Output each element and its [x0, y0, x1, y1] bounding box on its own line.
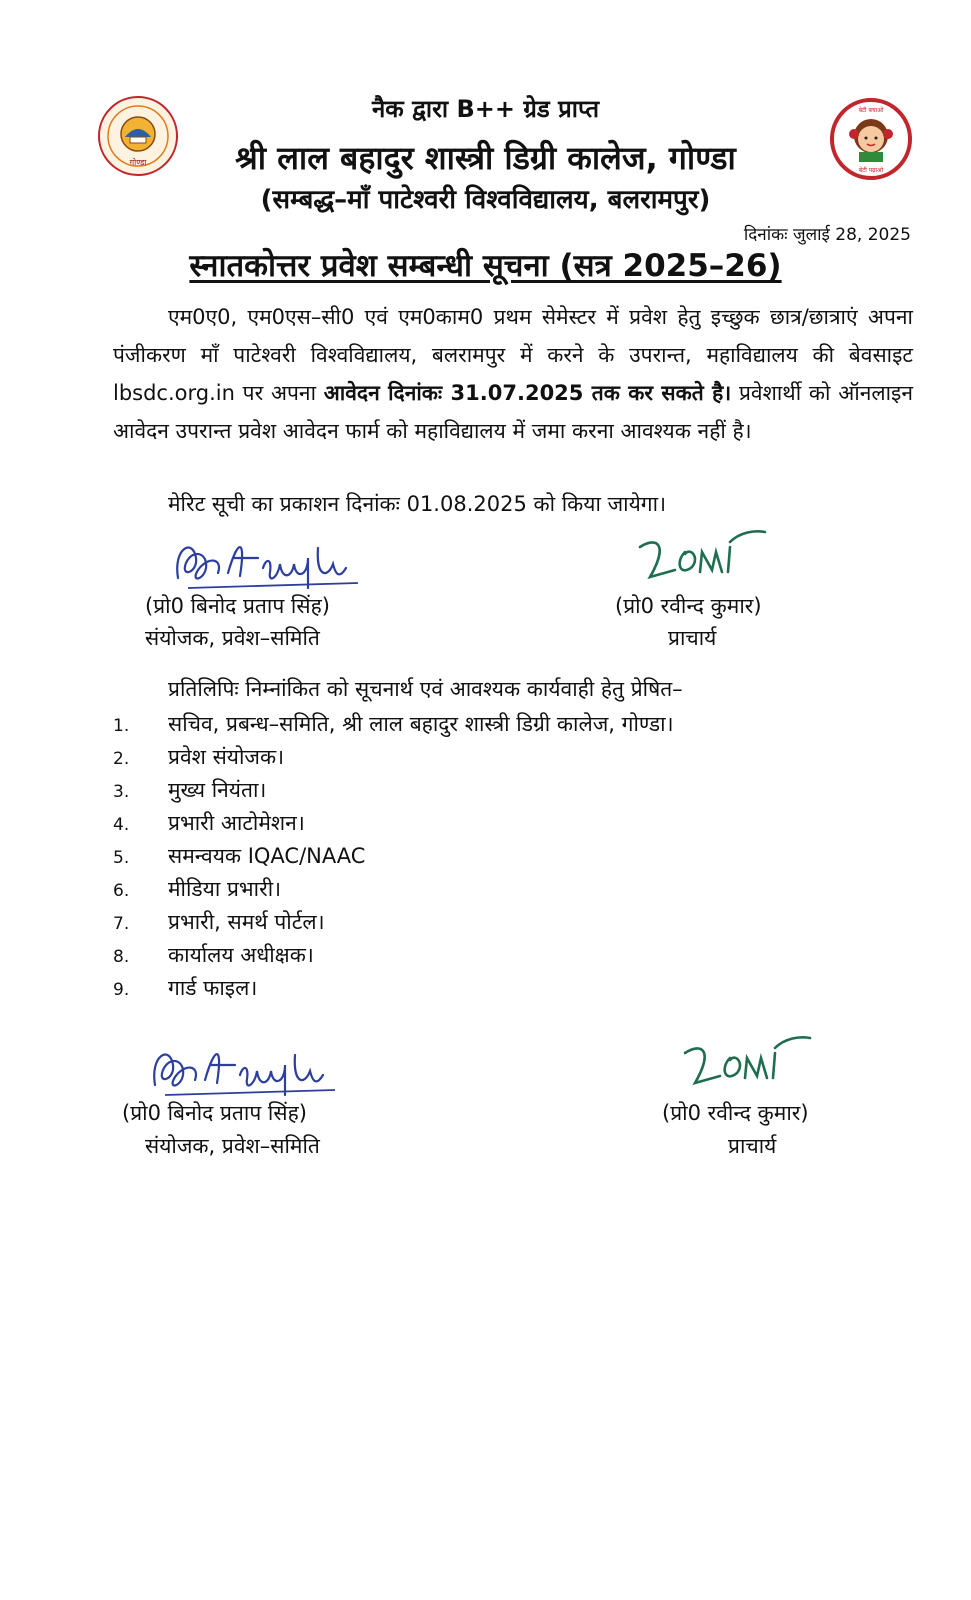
convener-signature	[168, 528, 368, 598]
principal-title-2: प्राचार्य	[728, 1134, 777, 1158]
list-text: कार्यालय अधीक्षक।	[168, 943, 314, 967]
list-text: मीडिया प्रभारी।	[168, 877, 282, 901]
list-number: 5.	[113, 848, 130, 868]
list-item	[113, 906, 893, 939]
list-text: गार्ड फाइल।	[168, 976, 258, 1000]
list-item	[113, 774, 893, 807]
list-text: सचिव, प्रबन्ध–समिति, श्री लाल बहादुर शास्त्री डिग्री कालेज, गोण्डा।	[168, 712, 674, 736]
notice-title-text: स्नातकोत्तर प्रवेश सम्बन्धी सूचना (सत्र 2025–26)	[189, 248, 782, 284]
list-number: 2.	[113, 749, 130, 769]
principal-name: (प्रो0 रवीन्द कुमार)	[615, 594, 762, 618]
convener-title-2: संयोजक, प्रवेश–समिति	[145, 1134, 320, 1158]
svg-text:गोण्डा: गोण्डा	[129, 158, 147, 167]
list-item	[113, 873, 893, 906]
notice-title	[0, 244, 971, 286]
list-item	[113, 807, 893, 840]
list-text: प्रवेश संयोजक।	[168, 745, 285, 769]
affiliation: (सम्बद्ध–माँ पाटेश्वरी विश्वविद्यालय, बलरामपुर)	[260, 185, 711, 215]
list-text: प्रभारी आटोमेशन।	[168, 811, 305, 835]
principal-title: प्राचार्य	[668, 626, 717, 650]
merit-list-date: मेरिट सूची का प्रकाशन दिनांकः 01.08.2025 को किया जायेगा।	[168, 492, 667, 516]
copy-intro: प्रतिलिपिः निम्नांकित को सूचनार्थ एवं आवश्यक कार्यवाही हेतु प्रेषित–	[168, 677, 683, 701]
list-number: 3.	[113, 782, 130, 802]
list-item	[113, 972, 893, 1005]
list-item	[113, 939, 893, 972]
list-text: समन्वयक IQAC/NAAC	[168, 844, 366, 868]
list-item	[113, 708, 893, 741]
svg-text:बेटी बचाओ: बेटी बचाओ	[858, 107, 884, 114]
notice-body-deadline: आवेदन दिनांकः 31.07.2025 तक कर सकते है।	[323, 381, 732, 405]
notice-body-part2: प्रवेशार्थी को ऑनलाइन आवेदन उपरान्त प्रवेश आवेदन फार्म को महाविद्यालय में जमा करना आवश्यक नहीं है।	[113, 381, 914, 443]
convener-name: (प्रो0 बिनोद प्रताप सिंह)	[145, 594, 330, 618]
list-number: 4.	[113, 815, 130, 835]
list-number: 7.	[113, 914, 130, 934]
convener-name-2: (प्रो0 बिनोद प्रताप सिंह)	[122, 1101, 307, 1125]
convener-title: संयोजक, प्रवेश–समिति	[145, 626, 320, 650]
college-name: श्री लाल बहादुर शास्त्री डिग्री कालेज, गोण्डा	[235, 139, 736, 177]
list-text: प्रभारी, समर्थ पोर्टल।	[168, 910, 325, 934]
notice-body	[113, 298, 913, 450]
principal-signature	[630, 522, 770, 587]
list-number: 9.	[113, 980, 130, 1000]
list-item	[113, 741, 893, 774]
list-number: 1.	[113, 716, 130, 736]
principal-signature-2	[675, 1028, 815, 1093]
notice-date: दिनांकः जुलाई 28, 2025	[743, 225, 911, 245]
naac-grade: नैक द्वारा B++ ग्रेड प्राप्त	[371, 95, 600, 123]
list-number: 8.	[113, 947, 130, 967]
convener-signature-2	[145, 1035, 345, 1105]
principal-name-2: (प्रो0 रवीन्द कुमार)	[662, 1101, 809, 1125]
svg-text:बेटी पढ़ाओ: बेटी पढ़ाओ	[858, 167, 884, 174]
notice-body-part1: एम0ए0, एम0एस–सी0 एवं एम0काम0 प्रथम सेमेस्टर में प्रवेश हेतु इच्छुक छात्र/छात्राएं अपना पंजीकरण माँ पाटेश्वरी विश्वविद्यालय, बलरामपुर में करने के उपरान्त, महाविद्यालय की बेवसाइट lbsdc.org.in पर अपना	[113, 305, 913, 405]
list-text: मुख्य नियंता।	[168, 778, 267, 802]
list-item	[113, 840, 893, 873]
copy-list	[113, 708, 893, 1005]
list-number: 6.	[113, 881, 130, 901]
